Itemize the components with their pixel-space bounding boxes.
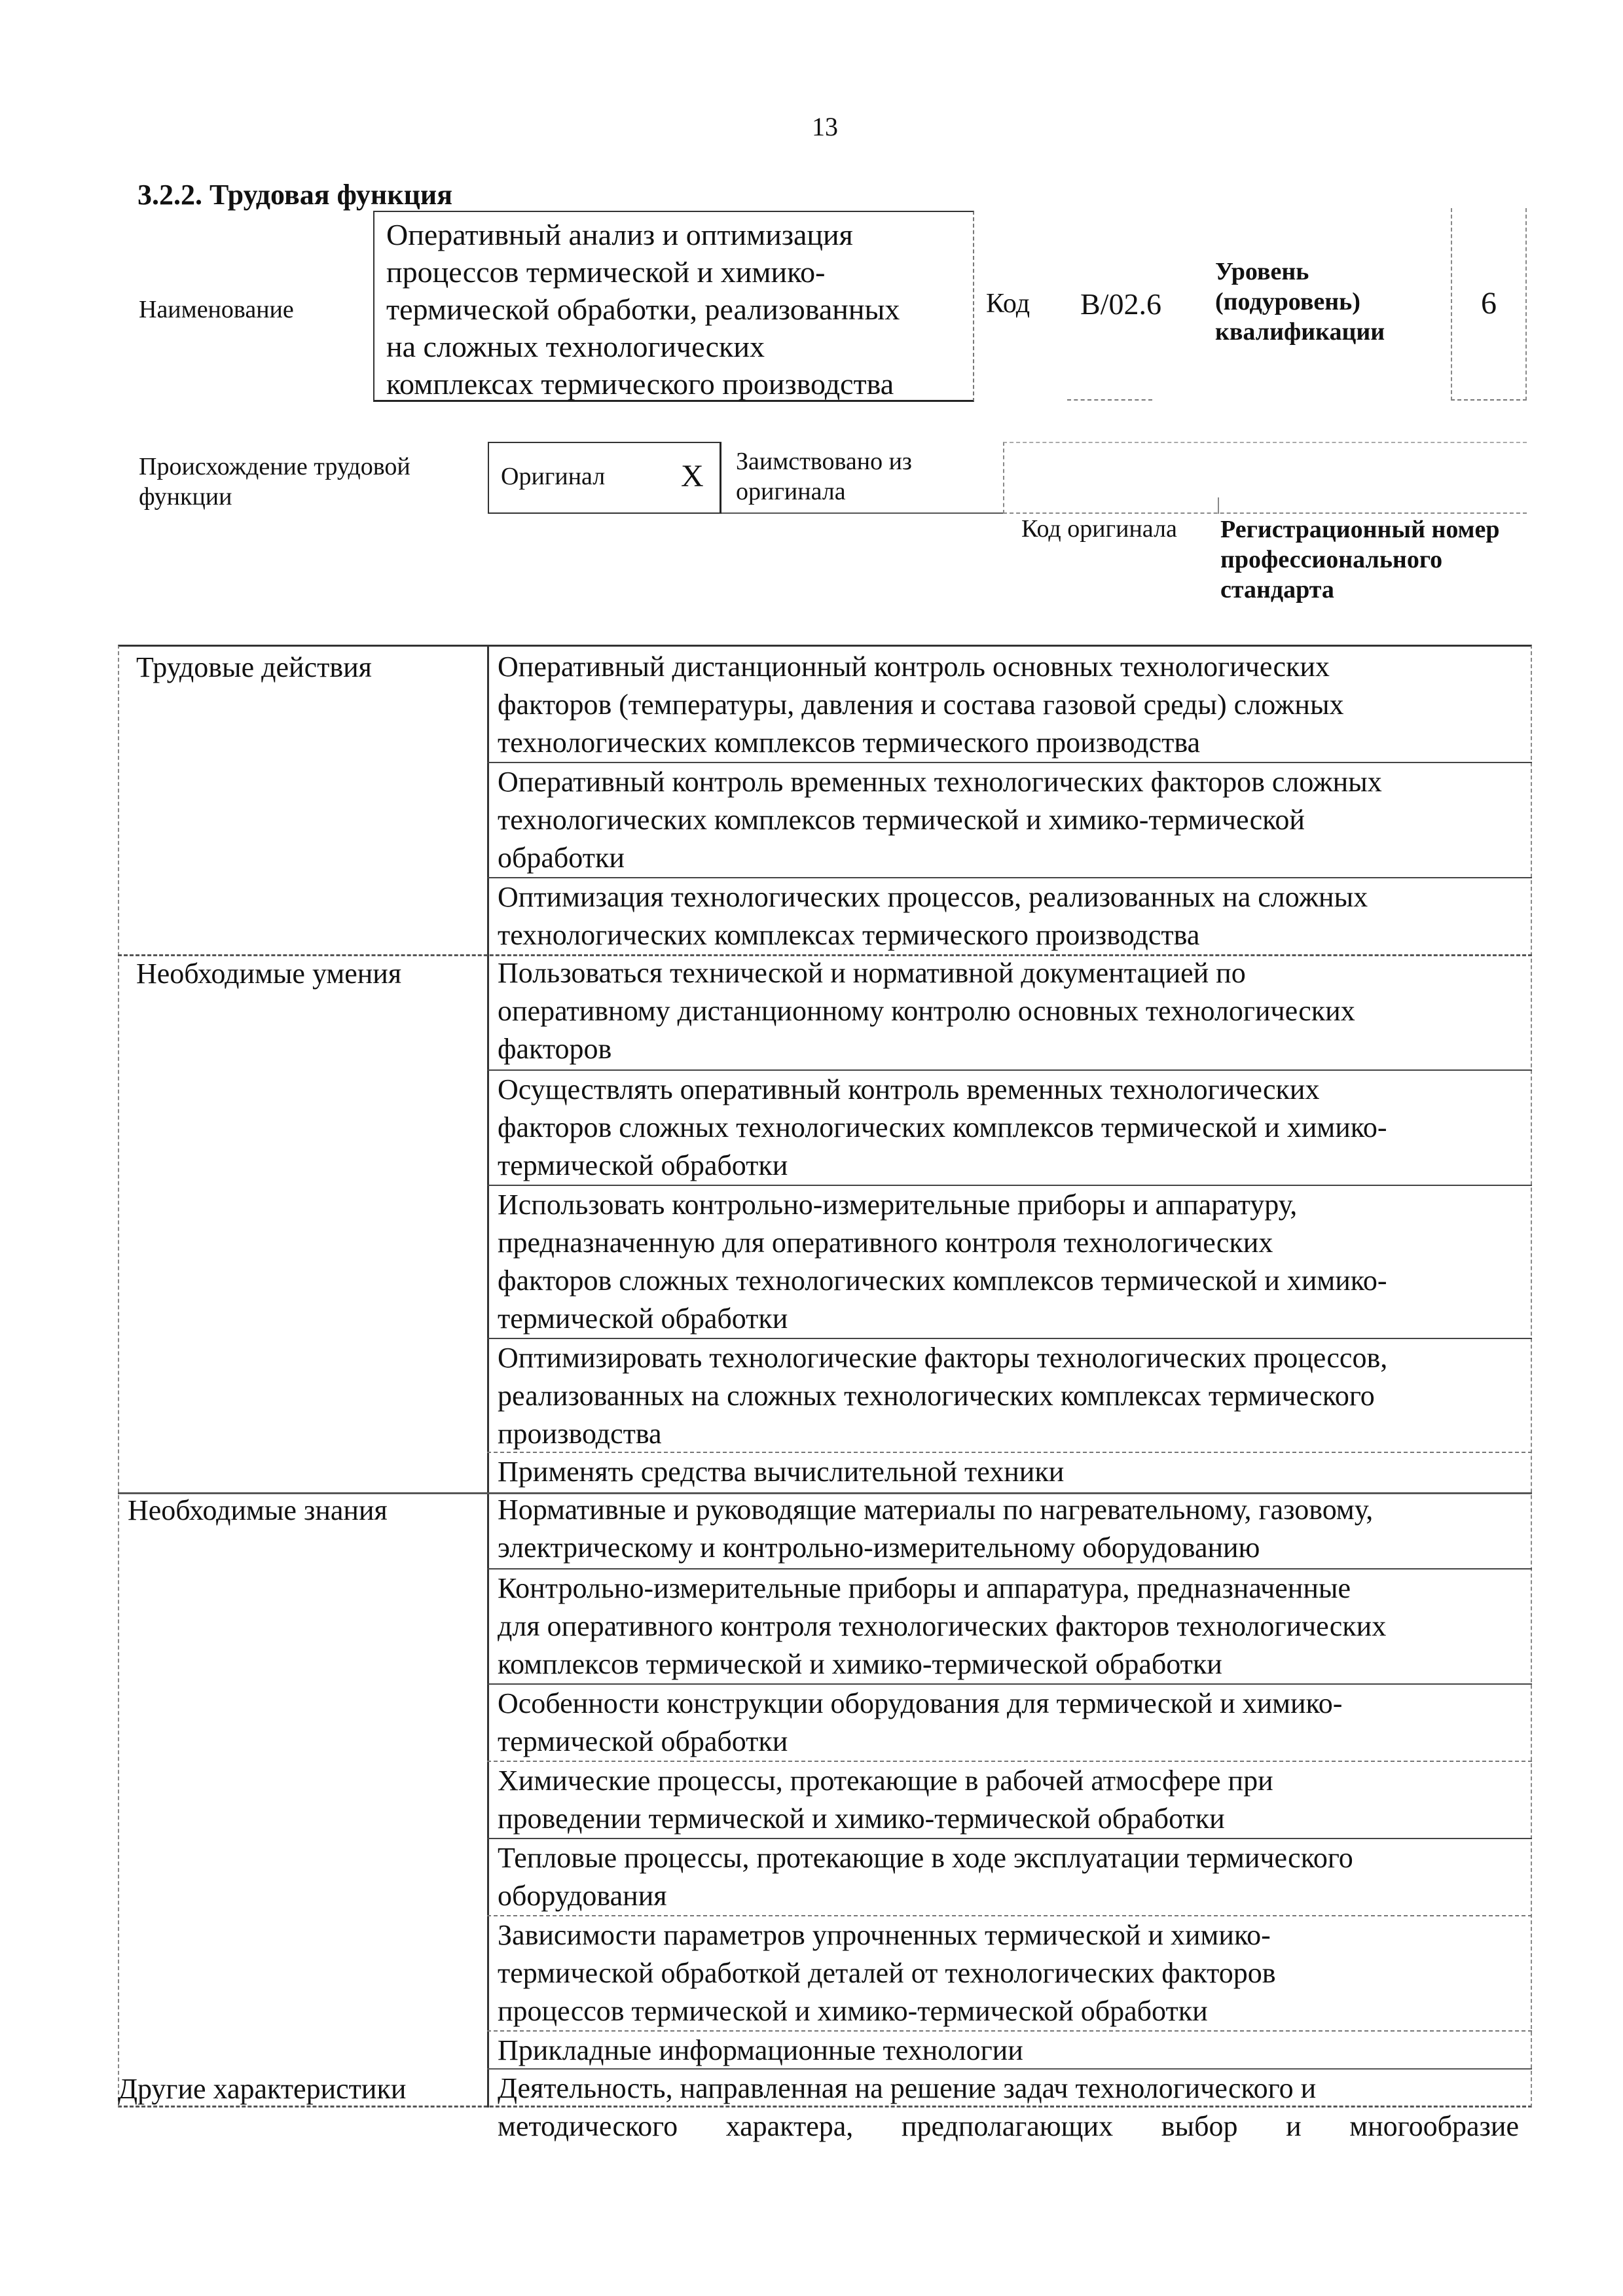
- cell-line: проведении термической и химико-термической обработки: [498, 1803, 1225, 1835]
- function-name-line: термической обработки, реализованных: [386, 293, 900, 326]
- reg-number-line: Регистрационный номер: [1220, 516, 1500, 543]
- table-cell: [498, 648, 1519, 762]
- cell-line: факторов сложных технологических комплексов термической и химико-: [498, 1265, 1387, 1297]
- table-cell: [498, 878, 1519, 954]
- table-cell: [498, 1071, 1519, 1185]
- table-cell: [498, 763, 1519, 877]
- cell-line: термической обработки: [498, 1302, 788, 1335]
- borrowed-label-line: оригинала: [736, 478, 846, 505]
- row-separator: [487, 2068, 1532, 2070]
- function-name-line: Оперативный анализ и оптимизация: [386, 218, 853, 251]
- row-label-required-knowledge: Необходимые знания: [128, 1494, 388, 1526]
- function-name-line: комплексах термического производства: [386, 367, 894, 401]
- table-cell: [498, 1339, 1519, 1453]
- code-original-divider: [1218, 497, 1219, 514]
- qualification-level-label: [1215, 257, 1385, 347]
- row-label-other-characteristics: Другие характеристики: [118, 2073, 407, 2105]
- cell-line: факторов (температуры, давления и состава газовой среды) сложных: [498, 689, 1344, 721]
- cell-line: Прикладные информационные технологии: [498, 2034, 1023, 2066]
- name-label: Наименование: [139, 296, 294, 323]
- cell-line: Пользоваться технической и нормативной документацией по: [498, 957, 1246, 989]
- code-underline: [1067, 399, 1152, 401]
- borrowed-label-line: Заимствовано из: [736, 448, 912, 475]
- origin-label: [139, 452, 410, 512]
- cell-line: Тепловые процессы, протекающие в ходе эксплуатации термического: [498, 1842, 1353, 1874]
- cell-line: Зависимости параметров упрочненных термической и химико-: [498, 1919, 1271, 1951]
- table-cell: [498, 1491, 1519, 1567]
- cell-line: факторов: [498, 1033, 612, 1065]
- cell-line: Использовать контрольно-измерительные приборы и аппаратуру,: [498, 1189, 1298, 1221]
- cell-line: Осуществлять оперативный контроль временных технологических: [498, 1073, 1320, 1105]
- cell-line: комплексов термической и химико-термической обработки: [498, 1648, 1222, 1680]
- cell-line: Применять средства вычислительной техники: [498, 1456, 1065, 1488]
- table-cell: [498, 1186, 1519, 1338]
- cell-line: реализованных на сложных технологических комплексах термического: [498, 1380, 1375, 1412]
- level-label-line: квалификации: [1215, 318, 1385, 346]
- cell-line: предназначенную для оперативного контроля технологических: [498, 1227, 1273, 1259]
- cell-line: термической обработки: [498, 1149, 788, 1181]
- cell-line: термической обработкой деталей от технологических факторов: [498, 1957, 1276, 1989]
- table-cell: [498, 1839, 1519, 1915]
- cell-line: технологических комплексов термической и химико-термической: [498, 804, 1305, 836]
- code-value: B/02.6: [1080, 287, 1161, 321]
- cell-line: Оперативный контроль временных технологических факторов сложных: [498, 766, 1382, 798]
- table-cell: [498, 1453, 1519, 1491]
- function-name-line: на сложных технологических: [386, 330, 765, 363]
- borrowed-label: [736, 446, 912, 507]
- cell-line: процессов термической и химико-термической обработки: [498, 1995, 1208, 2027]
- cell-line: Оперативный дистанционный контроль основных технологических: [498, 651, 1330, 683]
- function-name-line: процессов термической и химико-: [386, 255, 826, 289]
- cell-line: производства: [498, 1418, 662, 1450]
- cell-line: Химические процессы, протекающие в рабочей атмосфере при: [498, 1765, 1273, 1797]
- original-mark: X: [681, 459, 704, 493]
- row-label-required-skills: Необходимые умения: [136, 958, 402, 990]
- level-label-line: (подуровень): [1215, 288, 1360, 315]
- table-cell: [498, 1916, 1519, 2030]
- code-original-label: Код оригинала: [1021, 515, 1177, 543]
- cell-line: Деятельность, направленная на решение задач технологического и: [498, 2072, 1317, 2104]
- table-column-divider: [487, 645, 489, 2108]
- reg-number-line: профессионального: [1220, 546, 1443, 573]
- table-cell: [498, 1570, 1519, 1683]
- table-cell: [498, 954, 1519, 1068]
- reg-number-label: [1220, 514, 1500, 605]
- row-label-labor-actions: Трудовые действия: [136, 651, 372, 683]
- cell-line: термической обработки: [498, 1725, 788, 1757]
- table-cell: [498, 2032, 1519, 2070]
- cell-line: технологических комплексах термического производства: [498, 919, 1200, 951]
- table-cell: [498, 1762, 1519, 1838]
- cell-line: Контрольно-измерительные приборы и аппаратура, предназначенные: [498, 1572, 1351, 1604]
- cell-line: факторов сложных технологических комплексов термической и химико-: [498, 1111, 1387, 1143]
- cell-line: обработки: [498, 842, 625, 874]
- borrowed-underline: [721, 512, 1003, 514]
- cell-line: Оптимизация технологических процессов, реализованных на сложных: [498, 881, 1368, 913]
- cell-line: оборудования: [498, 1880, 667, 1912]
- cell-line: Оптимизировать технологические факторы технологических процессов,: [498, 1342, 1388, 1374]
- origin-label-line: функции: [139, 483, 232, 511]
- original-label: Оригинал: [501, 463, 606, 490]
- cell-line: Нормативные и руководящие материалы по нагревательному, газовому,: [498, 1494, 1374, 1526]
- qualification-level-value: 6: [1481, 286, 1497, 321]
- cell-line: электрическому и контрольно-измерительному оборудованию: [498, 1532, 1260, 1564]
- page-number: 13: [812, 112, 838, 141]
- cell-line: методического характера, предполагающих выбор и многообразие: [498, 2110, 1519, 2142]
- function-name-box: [373, 211, 974, 402]
- level-label-line: Уровень: [1215, 258, 1309, 285]
- table-cell: [498, 1685, 1519, 1761]
- cell-line: Особенности конструкции оборудования для термической и химико-: [498, 1687, 1343, 1719]
- table-cell: [498, 2070, 1519, 2145]
- reg-number-line: стандарта: [1220, 576, 1334, 603]
- cell-line: технологических комплексов термического производства: [498, 726, 1201, 759]
- cell-line: для оперативного контроля технологических факторов технологических: [498, 1610, 1387, 1642]
- section-title: 3.2.2. Трудовая функция: [137, 179, 453, 211]
- code-original-box: [1003, 442, 1527, 514]
- code-label: Код: [986, 289, 1030, 319]
- origin-label-line: Происхождение трудовой: [139, 453, 410, 480]
- cell-line: оперативному дистанционному контролю основных технологических: [498, 995, 1355, 1027]
